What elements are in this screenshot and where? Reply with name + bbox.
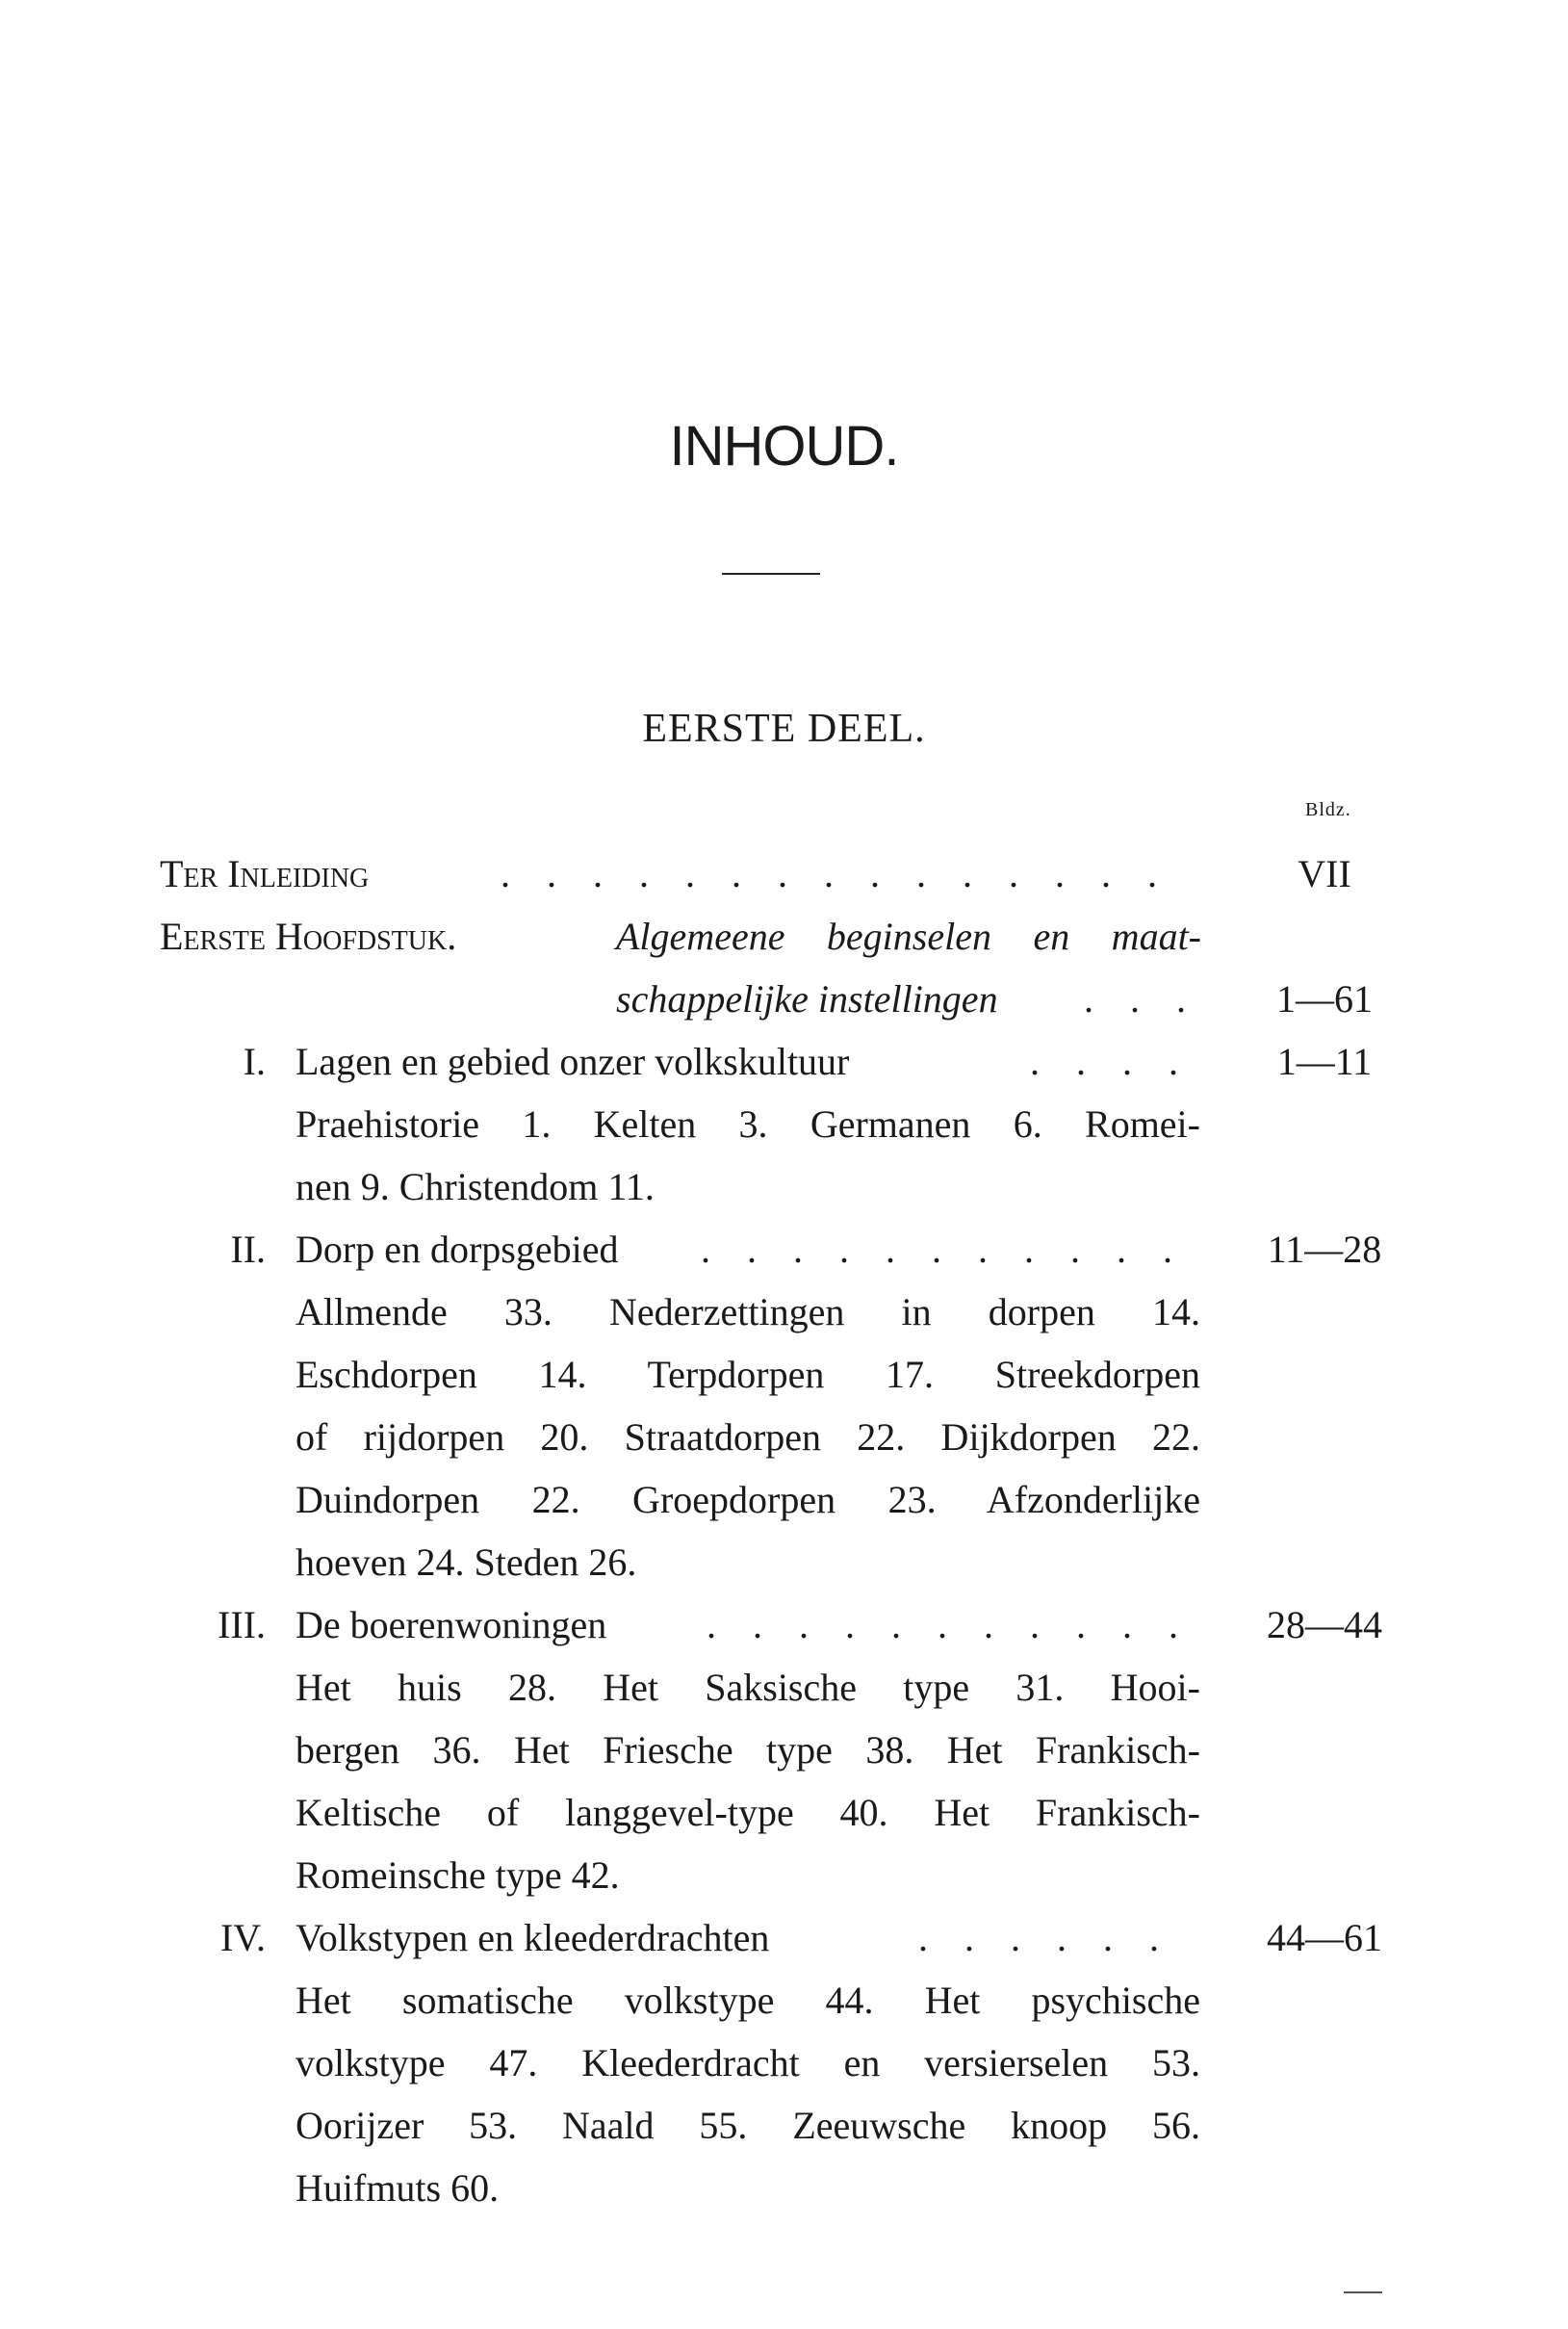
section-page: 1—11: [1276, 1040, 1373, 1083]
toc-chapter1-label: Eerste Hoofdstuk.: [160, 915, 457, 958]
title-rule: [722, 573, 820, 575]
section-sub-line: Het somatische volkstype 44. Het psychische: [296, 1979, 1200, 2022]
page-title: INHOUD.: [669, 415, 899, 478]
section-title: Volkstypen en kleederdrachten: [296, 1916, 770, 1959]
section-sub-line: Allmende 33. Nederzettingen in dorpen 14.: [296, 1290, 1200, 1333]
section-sub-line: Eschdorpen 14. Terpdorpen 17. Streekdorpen: [296, 1353, 1200, 1396]
section-page: 28—44: [1267, 1603, 1382, 1646]
section-sub-line: Oorijzer 53. Naald 55. Zeeuwsche knoop 56.: [296, 2104, 1200, 2147]
page-column-label: Bldz.: [1305, 799, 1351, 820]
dot-leader: . . . . . . . . . . .: [701, 1228, 1186, 1271]
toc-intro-page: VII: [1298, 852, 1351, 895]
section-numeral: I.: [243, 1040, 266, 1083]
section-sub-line: hoeven 24. Steden 26.: [296, 1540, 637, 1584]
dot-leader: . . .: [1084, 977, 1199, 1021]
section-sub-line: Het huis 28. Het Saksische type 31. Hooi-: [296, 1666, 1200, 1709]
section-title: De boerenwoningen: [296, 1603, 607, 1646]
section-page: 11—28: [1267, 1228, 1382, 1271]
section-title: Dorp en dorpsgebied: [296, 1228, 619, 1271]
toc-chapter1-title-line1: Algemeene beginselen en maat-: [616, 915, 1201, 958]
dot-leader: . . . .: [1030, 1040, 1192, 1083]
section-numeral: III.: [218, 1603, 266, 1646]
section-sub-line: Praehistorie 1. Kelten 3. Germanen 6. Romei-: [296, 1102, 1200, 1146]
toc-chapter1-page: 1—61: [1276, 977, 1373, 1021]
section-page: 44—61: [1267, 1916, 1382, 1959]
dot-leader: . . . . . . . . . . . . . . .: [501, 852, 1170, 895]
section-sub-line: Romeinsche type 42.: [296, 1853, 620, 1897]
section-title: Lagen en gebied onzer volkskultuur: [296, 1040, 850, 1083]
section-sub-line: nen 9. Christendom 11.: [296, 1165, 655, 1208]
section-numeral: II.: [230, 1228, 266, 1271]
section-sub-line: bergen 36. Het Friesche type 38. Het Frankisch-: [296, 1728, 1200, 1772]
section-sub-line: of rijdorpen 20. Straatdorpen 22. Dijkdorpen 22.: [296, 1415, 1200, 1459]
part-title: EERSTE DEEL.: [642, 707, 926, 751]
section-sub-line: volkstype 47. Kleederdracht en versierselen 53.: [296, 2041, 1200, 2084]
dot-leader: . . . . . .: [918, 1916, 1172, 1959]
toc-chapter1-title-line2: schappelijke instellingen: [616, 977, 998, 1021]
toc-intro-label: Ter Inleiding: [160, 852, 370, 895]
section-sub-line: Duindorpen 22. Groepdorpen 23. Afzonderlijke: [296, 1478, 1200, 1521]
section-sub-line: Huifmuts 60.: [296, 2166, 500, 2210]
section-numeral: IV.: [219, 1916, 266, 1959]
section-sub-line: Keltische of langgevel-type 40. Het Frankisch-: [296, 1791, 1200, 1834]
footer-rule: [1344, 2291, 1382, 2293]
dot-leader: . . . . . . . . . . .: [707, 1603, 1192, 1646]
